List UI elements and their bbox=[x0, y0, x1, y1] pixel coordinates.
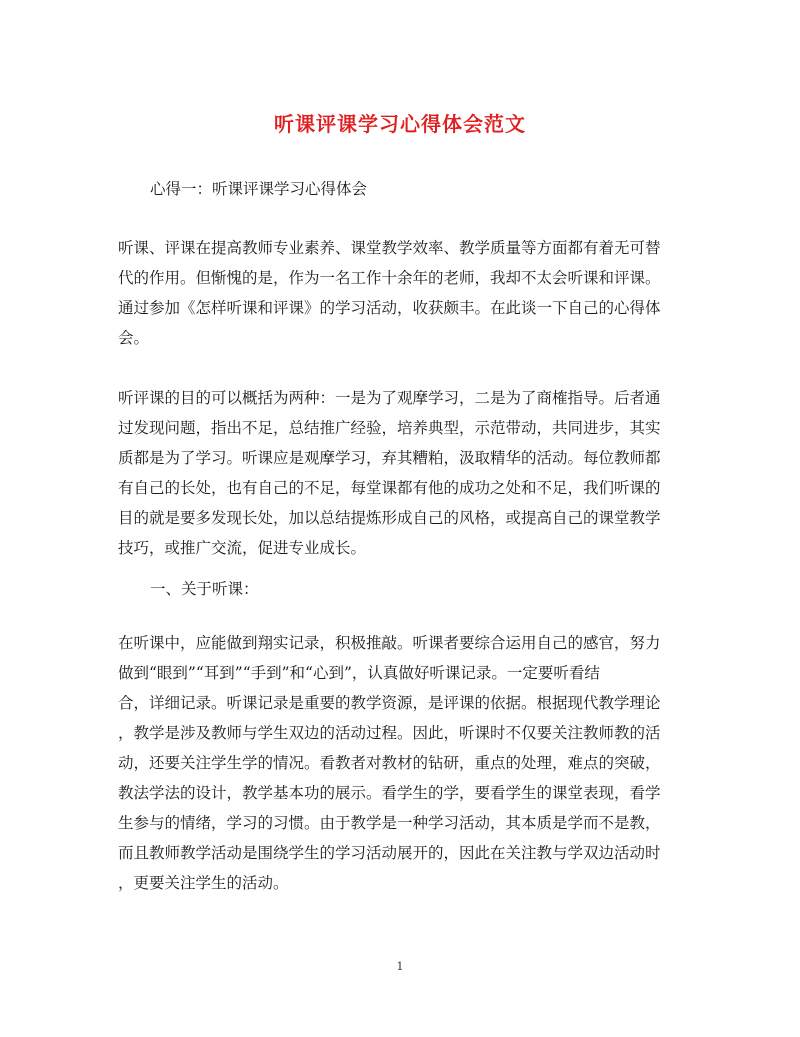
paragraph-line: 会。 bbox=[118, 329, 150, 347]
paragraph-line: 有自己的长处，也有自己的不足，每堂课都有他的成功之处和不足，我们听课的 bbox=[118, 479, 661, 497]
paragraph-3 bbox=[118, 628, 678, 898]
paragraph-line: ，更要关注学生的活动。 bbox=[118, 874, 289, 892]
paragraph-line: ，教学是涉及教师与学生双边的活动过程。因此，听课时不仅要关注教师教的活 bbox=[118, 724, 661, 742]
paragraph-line: 过发现问题，指出不足，总结推广经验，培养典型，示范带动，共同进步，其实 bbox=[118, 419, 661, 437]
paragraph-line: 质都是为了学习。听课应是观摩学习，弃其糟粕，汲取精华的活动。每位教师都 bbox=[118, 449, 661, 467]
paragraph-line: 做到“眼到”“耳到”“手到”和“心到”，认真做好听课记录。一定要听看结 bbox=[118, 664, 600, 682]
paragraph-line: 技巧，或推广交流，促进专业成长。 bbox=[118, 539, 367, 557]
paragraph-line: 目的就是要多发现长处，加以总结提炼形成自己的风格，或提高自己的课堂教学 bbox=[118, 509, 661, 527]
paragraph-line: 而且教师教学活动是围绕学生的学习活动展开的，因此在关注教与学双边活动时 bbox=[118, 844, 661, 862]
section-heading: 一、关于听课： bbox=[150, 580, 259, 598]
paragraph-line: 代的作用。但惭愧的是，作为一名工作十余年的老师，我却不太会听课和评课。 bbox=[118, 269, 661, 287]
paragraph-line: 听课、评课在提高教师专业素养、课堂教学效率、教学质量等方面都有着无可替 bbox=[118, 239, 661, 257]
paragraph-1 bbox=[118, 233, 678, 353]
document-subtitle: 心得一：听课评课学习心得体会 bbox=[150, 180, 368, 198]
paragraph-line: 教法学法的设计，教学基本功的展示。看学生的学，要看学生的课堂表现，看学 bbox=[118, 784, 661, 802]
paragraph-line: 生参与的情绪，学习的习惯。由于教学是一种学习活动，其本质是学而不是教， bbox=[118, 814, 661, 832]
paragraph-line: 听评课的目的可以概括为两种：一是为了观摩学习，二是为了商榷指导。后者通 bbox=[118, 389, 661, 407]
paragraph-line: 合，详细记录。听课记录是重要的教学资源，是评课的依据。根据现代教学理论 bbox=[118, 694, 661, 712]
paragraph-line: 在听课中，应能做到翔实记录，积极推敲。听课者要综合运用自己的感官，努力 bbox=[118, 634, 661, 652]
page-number: 1 bbox=[396, 960, 404, 973]
document-title: 听课评课学习心得体会范文 bbox=[274, 112, 526, 136]
paragraph-line: 通过参加《怎样听课和评课》的学习活动，收获颇丰。在此谈一下自己的心得体 bbox=[118, 299, 661, 317]
paragraph-line: 动，还要关注学生学的情况。看教者对教材的钻研，重点的处理，难点的突破， bbox=[118, 754, 661, 772]
paragraph-2 bbox=[118, 383, 678, 563]
